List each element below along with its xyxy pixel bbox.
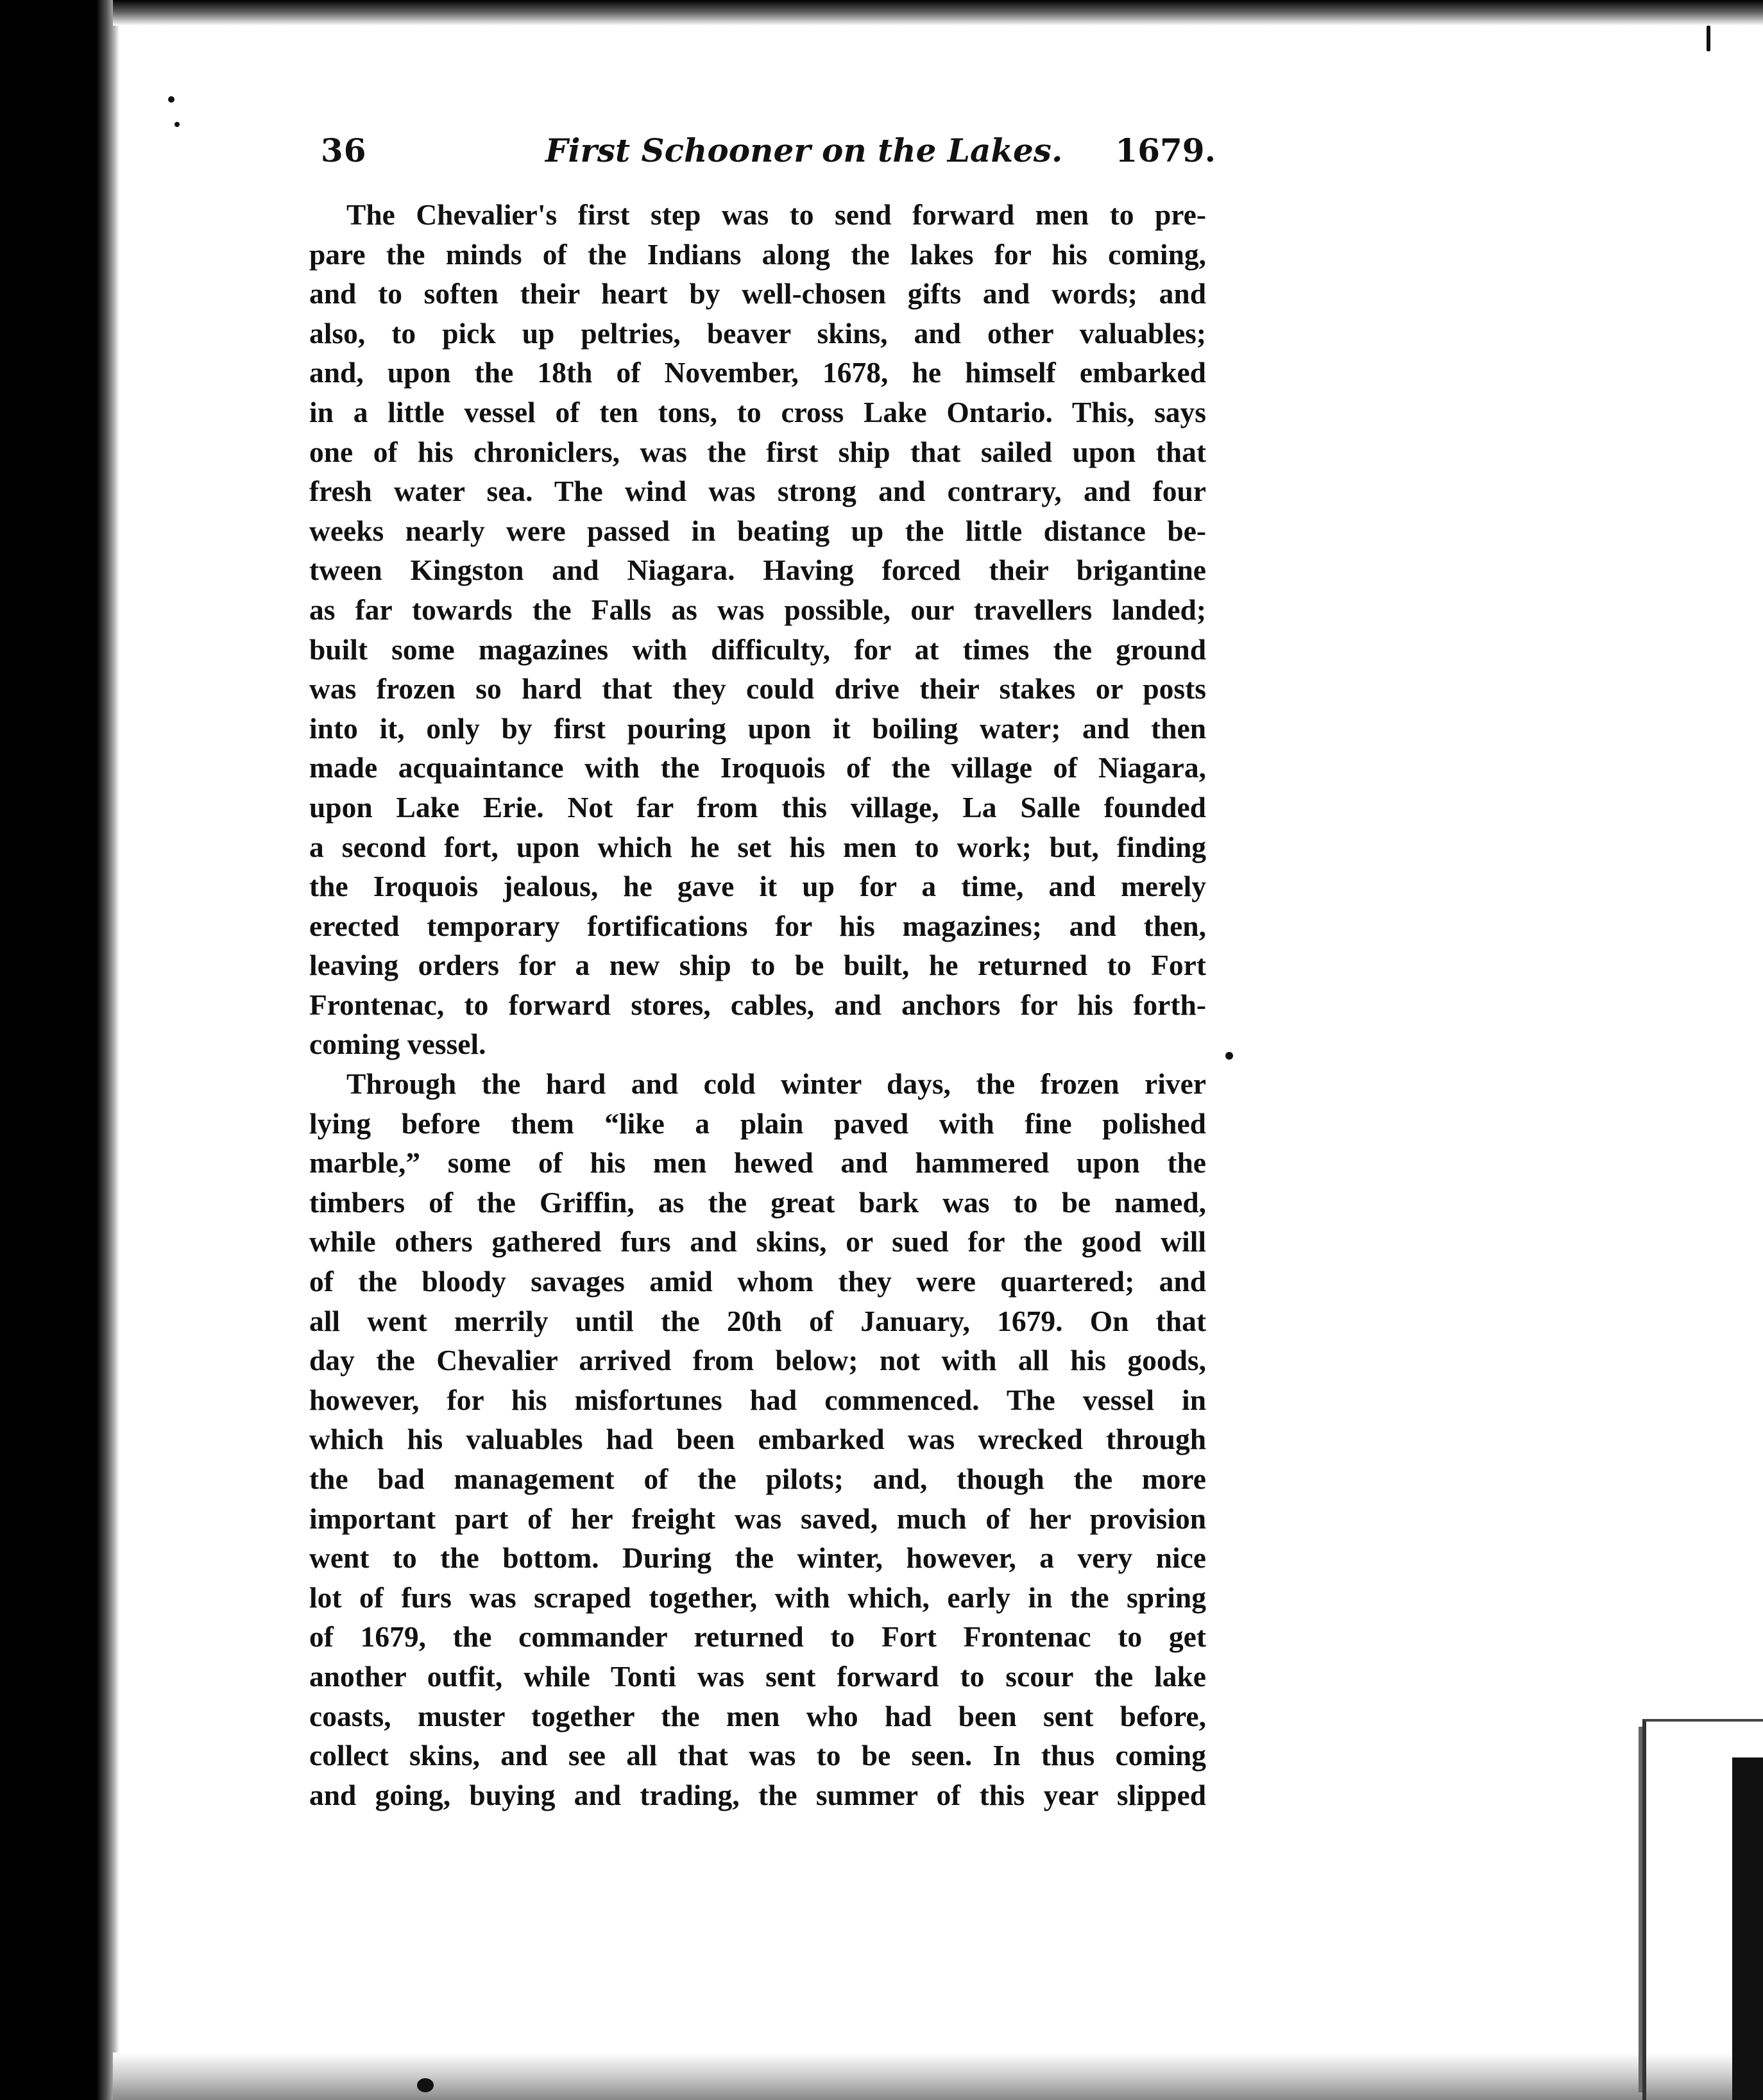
body-text [309, 195, 1206, 1815]
header-year: 1679. [1115, 131, 1216, 169]
page-header [321, 131, 1216, 176]
text-line: in a little vessel of ten tons, to cross Lake Ontario. This, says [309, 395, 1206, 428]
text-line: tween Kingston and Niagara. Having forced their brigantine [309, 554, 1206, 587]
text-line: one of his chroniclers, was the first ship that sailed upon that [309, 435, 1206, 468]
text-line: the bad management of the pilots; and, though the more [309, 1462, 1206, 1495]
text-line: pare the minds of the Indians along the lakes for his coming, [309, 237, 1206, 271]
text-line: Through the hard and cold winter days, the frozen river [346, 1067, 1206, 1101]
ink-speck [417, 2078, 434, 2092]
page-left-edge [96, 0, 119, 2100]
text-line: The Chevalier's first step was to send forward men to pre- [346, 198, 1206, 231]
text-line: also, to pick up peltries, beaver skins, and other valuables; [309, 316, 1206, 350]
ink-speck [1225, 1052, 1233, 1060]
text-line: fresh water sea. The wind was strong and contrary, and four [309, 475, 1206, 508]
page-number: 36 [321, 131, 367, 169]
text-line: built some magazines with difficulty, for at times the ground [309, 632, 1206, 666]
text-line: another outfit, while Tonti was sent forward to scour the lake [309, 1659, 1206, 1693]
text-line: of 1679, the commander returned to Fort Frontenac to get [309, 1620, 1206, 1654]
text-line: was frozen so hard that they could drive their stakes or posts [309, 672, 1206, 706]
text-line: went to the bottom. During the winter, however, a very nice [309, 1541, 1206, 1575]
paragraph [309, 195, 1206, 1064]
paragraph [309, 1064, 1206, 1815]
text-line: and going, buying and trading, the summer of this year slipped [309, 1778, 1206, 1811]
text-line: coming vessel. [309, 1028, 486, 1061]
text-line: leaving orders for a new ship to be built, he returned to Fort [309, 949, 1206, 982]
text-line: marble,” some of his men hewed and hammered upon the [309, 1146, 1206, 1180]
text-line: which his valuables had been embarked was wrecked through [309, 1423, 1206, 1456]
running-title: First Schooner on the Lakes. [545, 131, 1063, 169]
text-line: made acquaintance with the Iroquois of the village of Niagara, [309, 751, 1206, 784]
text-line: while others gathered furs and skins, or sued for the good will [309, 1225, 1206, 1258]
text-line: important part of her freight was saved, much of her provision [309, 1502, 1206, 1535]
scan-right-margin [1732, 1757, 1763, 2100]
text-line: day the Chevalier arrived from below; not with all his goods, [309, 1344, 1206, 1377]
page-top-edge [113, 0, 1763, 26]
page-bottom-edge [113, 2053, 1763, 2100]
text-line: the Iroquois jealous, he gave it up for a time, and merely [309, 870, 1206, 903]
text-line: lying before them “like a plain paved with fine polished [309, 1106, 1206, 1140]
text-line: collect skins, and see all that was to be seen. In thus coming [309, 1739, 1206, 1772]
text-line: as far towards the Falls as was possible, our travellers landed; [309, 593, 1206, 626]
text-line: weeks nearly were passed in beating up the little distance be- [309, 514, 1206, 547]
text-line: a second fort, upon which he set his men to work; but, finding [309, 830, 1206, 863]
ink-speck [1707, 26, 1710, 51]
text-line: upon Lake Erie. Not far from this village, La Salle founded [309, 790, 1206, 824]
text-line: of the bloody savages amid whom they were quartered; and [309, 1265, 1206, 1298]
text-line: coasts, muster together the men who had been sent before, [309, 1699, 1206, 1732]
text-line: into it, only by first pouring upon it boiling water; and then [309, 711, 1206, 745]
ink-speck [175, 122, 180, 127]
text-line: timbers of the Griffin, as the great bark was to be named, [309, 1185, 1206, 1219]
ink-speck [168, 96, 175, 103]
text-line: and, upon the 18th of November, 1678, he himself embarked [309, 356, 1206, 389]
text-line: and to soften their heart by well-chosen gifts and words; and [309, 277, 1206, 310]
text-line: all went merrily until the 20th of January, 1679. On that [309, 1304, 1206, 1337]
text-line: however, for his misfortunes had commenced. The vessel in [309, 1383, 1206, 1416]
text-line: erected temporary fortifications for his magazines; and then, [309, 909, 1206, 942]
text-line: lot of furs was scraped together, with which, early in the spring [309, 1580, 1206, 1614]
text-line: Frontenac, to forward stores, cables, and anchors for his forth- [309, 988, 1206, 1021]
